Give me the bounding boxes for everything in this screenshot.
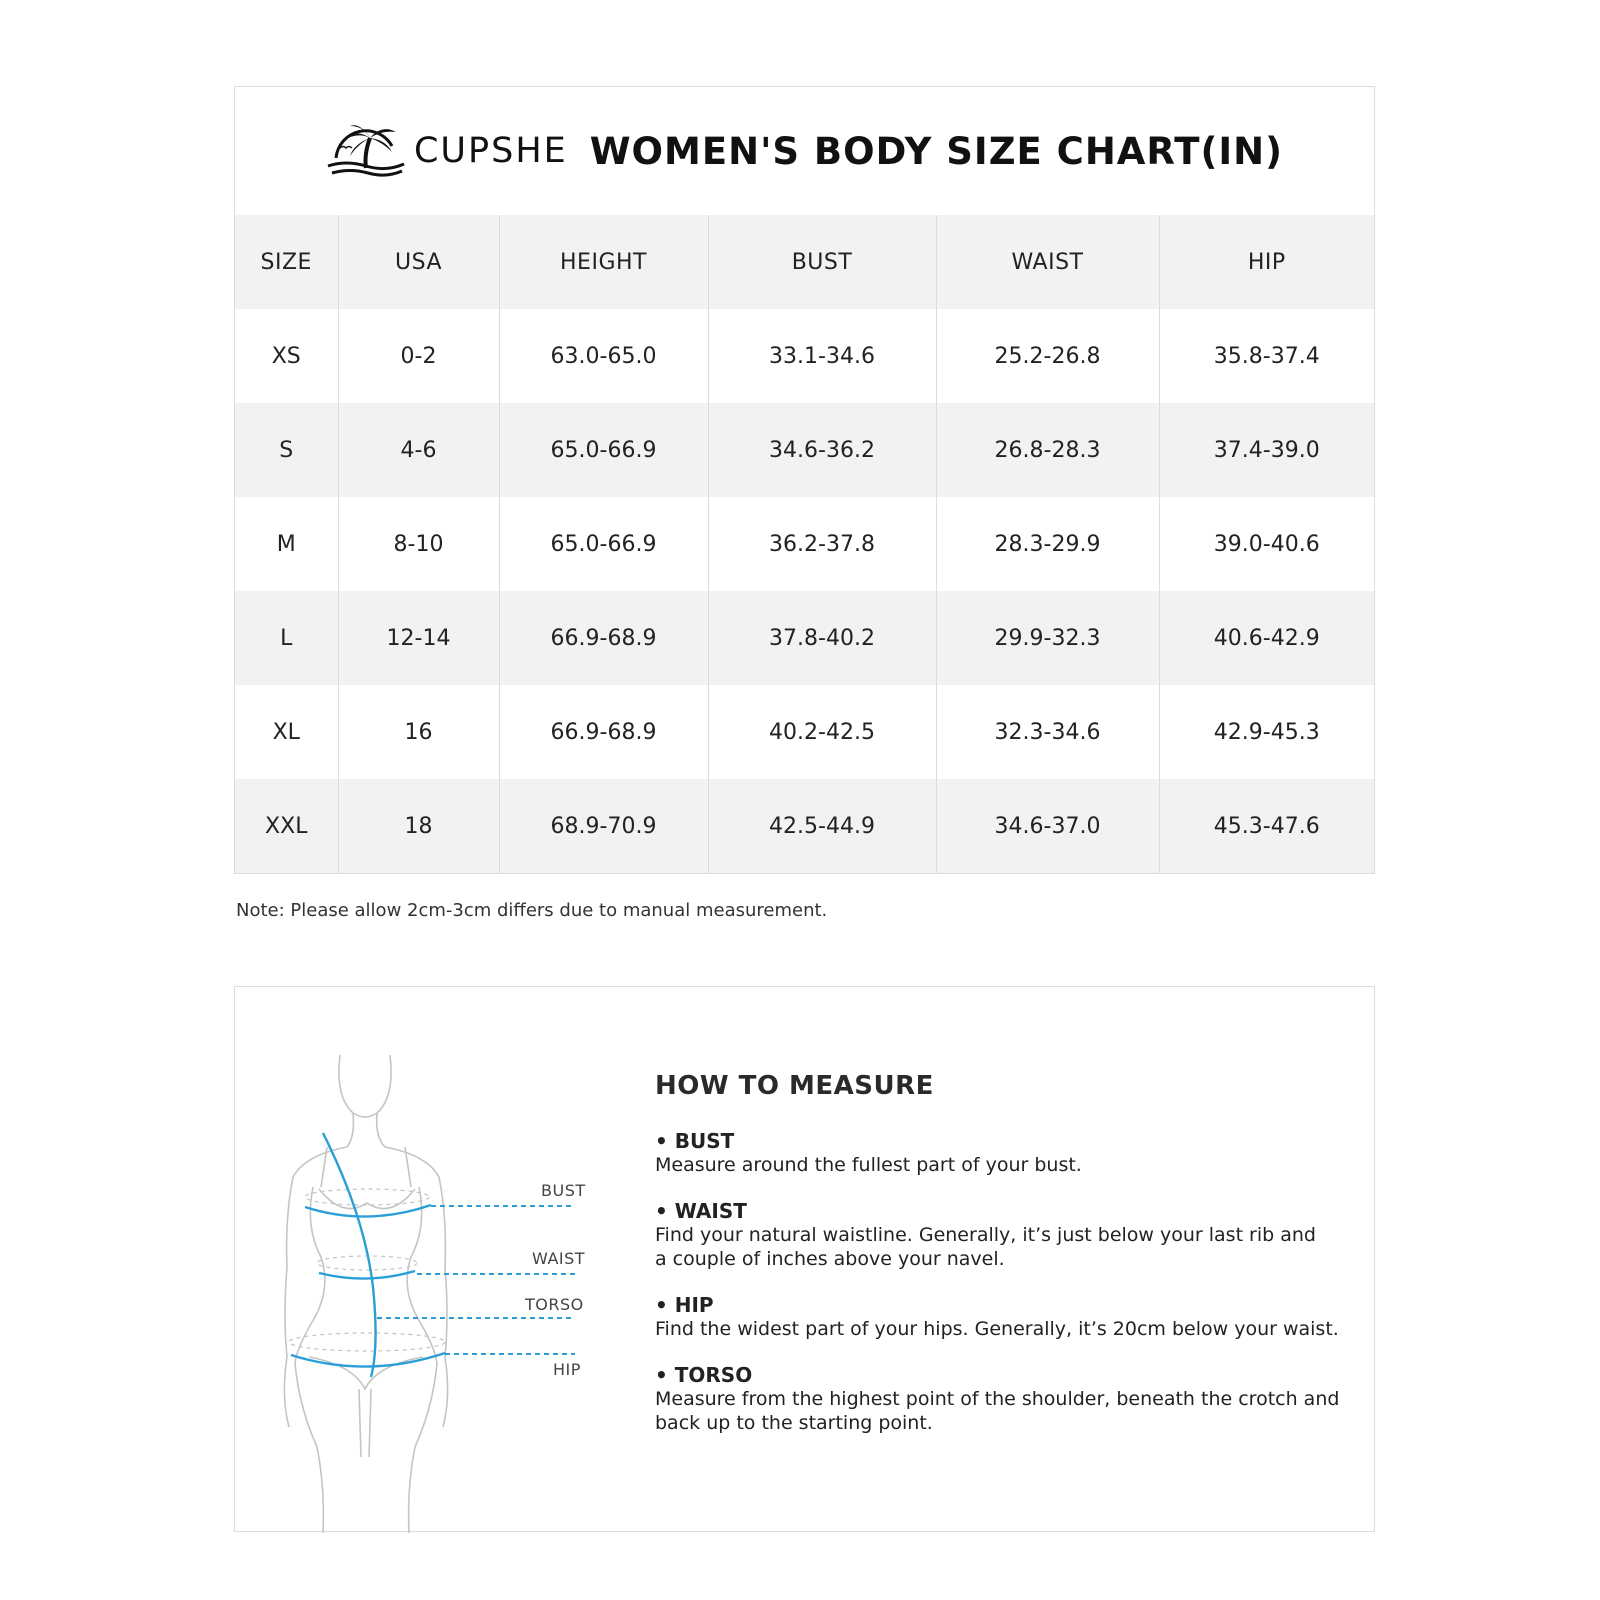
chart-header <box>235 87 1374 215</box>
measure-item-heading: • WAIST <box>655 1199 747 1223</box>
measure-item-text: Find your natural waistline. Generally, it’s just below your last rib and <box>655 1224 1316 1246</box>
table-cell: 25.2-26.8 <box>936 309 1159 403</box>
table-cell: 26.8-28.3 <box>936 403 1159 497</box>
how-to-measure-title: HOW TO MEASURE <box>655 1071 934 1101</box>
measure-item-heading: • BUST <box>655 1129 735 1153</box>
column-header: HEIGHT <box>499 215 708 309</box>
body-figure <box>235 987 635 1533</box>
measure-item-heading: • TORSO <box>655 1363 753 1387</box>
column-header: SIZE <box>260 249 312 275</box>
table-cell: 42.9-45.3 <box>1159 685 1374 779</box>
bust-label: BUST <box>541 1181 586 1200</box>
table-cell: S <box>279 437 294 463</box>
table-cell: 36.2-37.8 <box>708 497 936 591</box>
table-cell: 4-6 <box>338 403 499 497</box>
table-cell: 65.0-66.9 <box>499 403 708 497</box>
table-cell: 0-2 <box>338 309 499 403</box>
table-cell: 40.2-42.5 <box>708 685 936 779</box>
table-cell: 68.9-70.9 <box>499 779 708 873</box>
waist-label: WAIST <box>532 1249 586 1268</box>
table-cell: 32.3-34.6 <box>936 685 1159 779</box>
table-cell: M <box>276 531 296 557</box>
hip-label: HIP <box>553 1360 581 1379</box>
table-cell: 29.9-32.3 <box>936 591 1159 685</box>
measure-item-text: back up to the starting point. <box>655 1412 933 1434</box>
table-cell: 40.6-42.9 <box>1159 591 1374 685</box>
table-cell: 37.4-39.0 <box>1159 403 1374 497</box>
measure-item-heading: • HIP <box>655 1293 714 1317</box>
table-cell: 35.8-37.4 <box>1159 309 1374 403</box>
chart-title: WOMEN'S BODY SIZE CHART(IN) <box>589 129 1284 173</box>
table-cell: 37.8-40.2 <box>708 591 936 685</box>
column-header: USA <box>338 215 499 309</box>
table-cell: 16 <box>338 685 499 779</box>
measure-item-text: Measure from the highest point of the shoulder, beneath the crotch and <box>655 1388 1340 1410</box>
table-cell: 8-10 <box>338 497 499 591</box>
measure-item-bust <box>655 1129 1355 1177</box>
table-row <box>235 591 1374 685</box>
column-header: HIP <box>1159 215 1374 309</box>
table-cell: 18 <box>338 779 499 873</box>
table-cell: 28.3-29.9 <box>936 497 1159 591</box>
table-cell: 66.9-68.9 <box>499 685 708 779</box>
measure-item-torso <box>655 1363 1355 1435</box>
table-cell: XS <box>271 343 301 369</box>
size-table <box>235 215 1374 873</box>
column-header: BUST <box>708 215 936 309</box>
table-cell: 66.9-68.9 <box>499 591 708 685</box>
table-row <box>235 779 1374 873</box>
table-row <box>235 309 1374 403</box>
table-cell: XXL <box>265 813 308 839</box>
table-cell: 34.6-37.0 <box>936 779 1159 873</box>
measure-item-text: Measure around the fullest part of your bust. <box>655 1154 1082 1176</box>
table-cell: 65.0-66.9 <box>499 497 708 591</box>
table-cell: 39.0-40.6 <box>1159 497 1374 591</box>
measure-item-text: Find the widest part of your hips. Generally, it’s 20cm below your waist. <box>655 1318 1339 1340</box>
table-cell: 12-14 <box>338 591 499 685</box>
table-cell: 34.6-36.2 <box>708 403 936 497</box>
table-cell: L <box>280 625 293 651</box>
table-row <box>235 497 1374 591</box>
how-to-measure-section <box>655 1071 1355 1457</box>
size-chart-card <box>234 86 1375 874</box>
measure-item-waist <box>655 1199 1355 1271</box>
measurement-note: Note: Please allow 2cm-3cm differs due to manual measurement. <box>236 900 828 921</box>
torso-label: TORSO <box>525 1295 584 1314</box>
measure-item-text: a couple of inches above your navel. <box>655 1248 1005 1270</box>
brand-logo <box>326 118 568 184</box>
column-header: WAIST <box>936 215 1159 309</box>
table-cell: 63.0-65.0 <box>499 309 708 403</box>
palm-tree-icon <box>326 118 406 184</box>
table-cell: 33.1-34.6 <box>708 309 936 403</box>
table-cell: 45.3-47.6 <box>1159 779 1374 873</box>
table-header-row <box>235 215 1374 309</box>
measure-item-hip <box>655 1293 1355 1341</box>
table-cell: 42.5-44.9 <box>708 779 936 873</box>
table-row <box>235 403 1374 497</box>
brand-name: CUPSHE <box>413 131 568 171</box>
table-row <box>235 685 1374 779</box>
table-cell: XL <box>272 719 300 745</box>
how-to-measure-card <box>234 986 1375 1532</box>
